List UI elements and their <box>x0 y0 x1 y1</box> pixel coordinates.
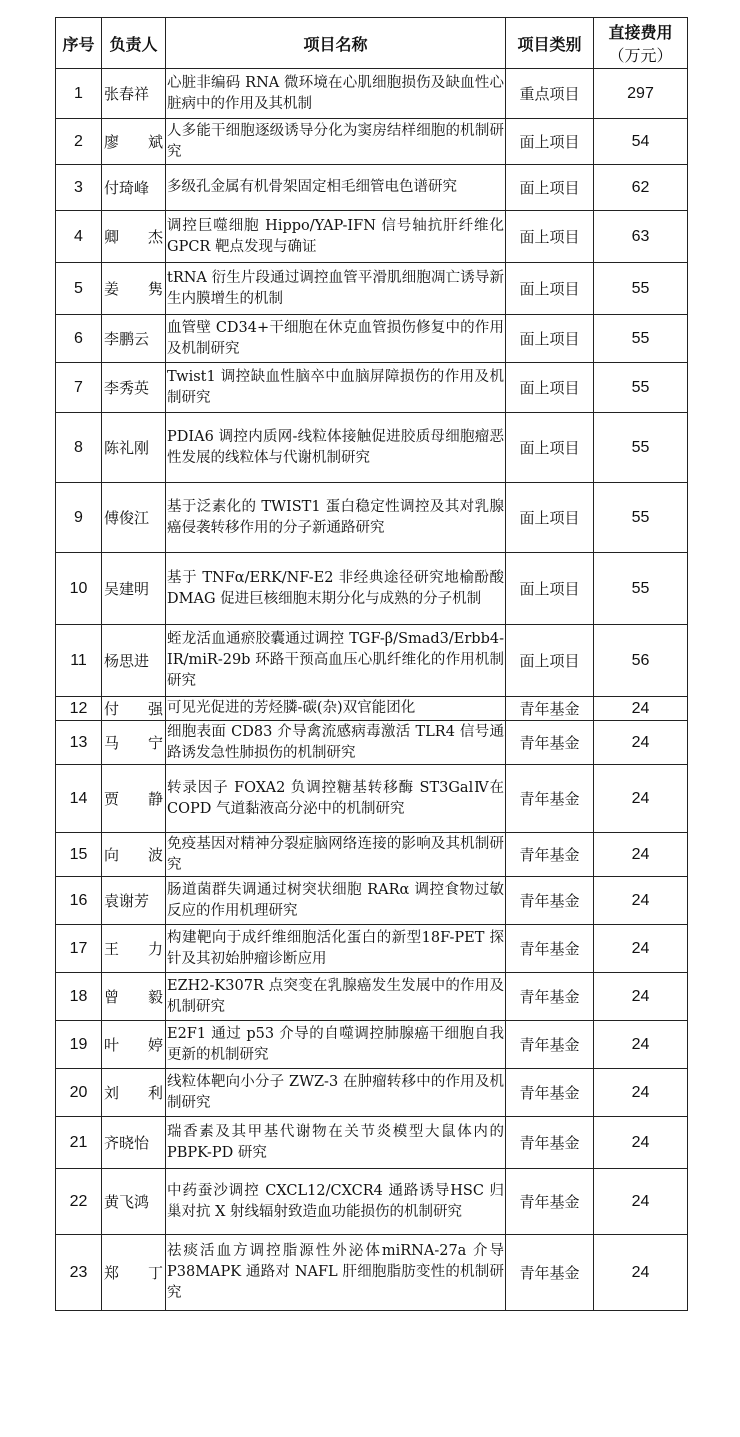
cell-no: 10 <box>56 553 102 625</box>
cell-category: 面上项目 <box>506 413 594 483</box>
table-row <box>56 1169 688 1235</box>
table-row <box>56 1235 688 1311</box>
cell-cost: 297 <box>594 69 688 119</box>
cell-person: 齐晓怡 <box>102 1117 166 1169</box>
cell-category: 重点项目 <box>506 69 594 119</box>
cell-title: 血管壁 CD34+干细胞在休克血管损伤修复中的作用及机制研究 <box>166 315 506 363</box>
cell-cost: 55 <box>594 413 688 483</box>
cell-person: 贾 静 <box>102 765 166 833</box>
cell-category: 面上项目 <box>506 263 594 315</box>
cell-person: 吴建明 <box>102 553 166 625</box>
cell-category: 面上项目 <box>506 119 594 165</box>
header-title: 项目名称 <box>166 18 506 69</box>
cell-title: Twist1 调控缺血性脑卒中血脑屏障损伤的作用及机制研究 <box>166 363 506 413</box>
projects-table <box>55 17 688 1311</box>
table-row <box>56 973 688 1021</box>
cell-title: 瑞香素及其甲基代谢物在关节炎模型大鼠体内的 PBPK-PD 研究 <box>166 1117 506 1169</box>
cell-category: 青年基金 <box>506 765 594 833</box>
cell-cost: 55 <box>594 315 688 363</box>
table-row <box>56 119 688 165</box>
cell-category: 青年基金 <box>506 925 594 973</box>
cell-title: 构建靶向于成纤维细胞活化蛋白的新型18F-PET 探针及其初始肿瘤诊断应用 <box>166 925 506 973</box>
cell-person: 张春祥 <box>102 69 166 119</box>
cell-category: 面上项目 <box>506 553 594 625</box>
cell-title: 基于 TNFα/ERK/NF-E2 非经典途径研究地榆酚酸 DMAG 促进巨核细胞末期分化与成熟的分子机制 <box>166 553 506 625</box>
table-row <box>56 483 688 553</box>
cell-person: 曾 毅 <box>102 973 166 1021</box>
cell-person: 郑 丁 <box>102 1235 166 1311</box>
cell-person: 杨思进 <box>102 625 166 697</box>
cell-person: 马 宁 <box>102 721 166 765</box>
cell-no: 11 <box>56 625 102 697</box>
cell-no: 6 <box>56 315 102 363</box>
cell-title: E2F1 通过 p53 介导的自噬调控肺腺癌干细胞自我更新的机制研究 <box>166 1021 506 1069</box>
cell-cost: 24 <box>594 877 688 925</box>
cell-title: tRNA 衍生片段通过调控血管平滑肌细胞凋亡诱导新生内膜增生的机制 <box>166 263 506 315</box>
cell-cost: 54 <box>594 119 688 165</box>
cell-title: 转录因子 FOXA2 负调控糖基转移酶 ST3GalⅣ在 COPD 气道黏液高分泌中的机制研究 <box>166 765 506 833</box>
cell-person: 卿 杰 <box>102 211 166 263</box>
cell-cost: 24 <box>594 925 688 973</box>
cell-no: 8 <box>56 413 102 483</box>
table-row <box>56 925 688 973</box>
cell-category: 青年基金 <box>506 697 594 721</box>
table-body <box>56 69 688 1311</box>
cell-person: 陈礼刚 <box>102 413 166 483</box>
table-row <box>56 877 688 925</box>
cell-cost: 55 <box>594 363 688 413</box>
cell-cost: 24 <box>594 1169 688 1235</box>
cell-no: 3 <box>56 165 102 211</box>
cell-cost: 56 <box>594 625 688 697</box>
cell-title: PDIA6 调控内质网-线粒体接触促进胶质母细胞瘤恶性发展的线粒体与代谢机制研究 <box>166 413 506 483</box>
cell-title: 蛭龙活血通瘀胶囊通过调控 TGF-β/Smad3/Erbb4-IR/miR-29b 环路干预高血压心肌纤维化的作用机制研究 <box>166 625 506 697</box>
cell-no: 13 <box>56 721 102 765</box>
table-row <box>56 553 688 625</box>
cell-category: 青年基金 <box>506 1069 594 1117</box>
cell-person: 王 力 <box>102 925 166 973</box>
cell-cost: 55 <box>594 263 688 315</box>
cell-no: 9 <box>56 483 102 553</box>
cell-title: 可见光促进的芳烃膦-碳(杂)双官能团化 <box>166 697 506 721</box>
cell-no: 22 <box>56 1169 102 1235</box>
cell-category: 青年基金 <box>506 1117 594 1169</box>
cell-person: 傅俊江 <box>102 483 166 553</box>
cell-person: 李秀英 <box>102 363 166 413</box>
cell-person: 袁谢芳 <box>102 877 166 925</box>
header-no: 序号 <box>56 18 102 69</box>
table-row <box>56 721 688 765</box>
table-row <box>56 697 688 721</box>
cell-title: 人多能干细胞逐级诱导分化为窦房结样细胞的机制研究 <box>166 119 506 165</box>
cell-cost: 24 <box>594 765 688 833</box>
cell-title: 肠道菌群失调通过树突状细胞 RARα 调控食物过敏反应的作用机理研究 <box>166 877 506 925</box>
cell-title: 基于泛素化的 TWIST1 蛋白稳定性调控及其对乳腺癌侵袭转移作用的分子新通路研究 <box>166 483 506 553</box>
cell-title: 中药蚕沙调控 CXCL12/CXCR4 通路诱导HSC 归巢对抗 X 射线辐射致造血功能损伤的机制研究 <box>166 1169 506 1235</box>
cell-no: 5 <box>56 263 102 315</box>
cell-person: 付 强 <box>102 697 166 721</box>
cell-cost: 24 <box>594 1235 688 1311</box>
table-row <box>56 625 688 697</box>
header-cost-label: 直接费用 <box>608 23 673 42</box>
cell-title: 线粒体靶向小分子 ZWZ-3 在肿瘤转移中的作用及机制研究 <box>166 1069 506 1117</box>
cell-title: 心脏非编码 RNA 微环境在心肌细胞损伤及缺血性心脏病中的作用及其机制 <box>166 69 506 119</box>
cell-category: 青年基金 <box>506 1021 594 1069</box>
cell-cost: 24 <box>594 1117 688 1169</box>
header-cost <box>594 18 688 69</box>
cell-cost: 24 <box>594 833 688 877</box>
table-row <box>56 363 688 413</box>
cell-person: 向 波 <box>102 833 166 877</box>
cell-cost: 63 <box>594 211 688 263</box>
cell-category: 面上项目 <box>506 363 594 413</box>
cell-title: 多级孔金属有机骨架固定相毛细管电色谱研究 <box>166 165 506 211</box>
header-person: 负责人 <box>102 18 166 69</box>
table-row <box>56 1117 688 1169</box>
cell-title: 调控巨噬细胞 Hippo/YAP-IFN 信号轴抗肝纤维化 GPCR 靶点发现与确证 <box>166 211 506 263</box>
cell-cost: 24 <box>594 1069 688 1117</box>
header-cost-unit: （万元） <box>608 46 673 65</box>
cell-title: 免疫基因对精神分裂症脑网络连接的影响及其机制研究 <box>166 833 506 877</box>
cell-no: 2 <box>56 119 102 165</box>
cell-cost: 62 <box>594 165 688 211</box>
cell-person: 姜 隽 <box>102 263 166 315</box>
cell-no: 4 <box>56 211 102 263</box>
table-row <box>56 765 688 833</box>
table-row <box>56 833 688 877</box>
cell-category: 青年基金 <box>506 1235 594 1311</box>
cell-no: 16 <box>56 877 102 925</box>
cell-person: 刘 利 <box>102 1069 166 1117</box>
cell-cost: 24 <box>594 721 688 765</box>
cell-category: 青年基金 <box>506 877 594 925</box>
cell-no: 18 <box>56 973 102 1021</box>
cell-title: 细胞表面 CD83 介导禽流感病毒激活 TLR4 信号通路诱发急性肺损伤的机制研究 <box>166 721 506 765</box>
header-category: 项目类别 <box>506 18 594 69</box>
cell-person: 廖 斌 <box>102 119 166 165</box>
table-row <box>56 263 688 315</box>
cell-no: 17 <box>56 925 102 973</box>
cell-category: 面上项目 <box>506 211 594 263</box>
cell-person: 黄飞鸿 <box>102 1169 166 1235</box>
cell-person: 叶 婷 <box>102 1021 166 1069</box>
cell-cost: 24 <box>594 1021 688 1069</box>
cell-no: 20 <box>56 1069 102 1117</box>
cell-category: 青年基金 <box>506 973 594 1021</box>
cell-category: 面上项目 <box>506 165 594 211</box>
cell-title: EZH2-K307R 点突变在乳腺癌发生发展中的作用及机制研究 <box>166 973 506 1021</box>
cell-category: 面上项目 <box>506 625 594 697</box>
cell-cost: 24 <box>594 697 688 721</box>
cell-title: 祛痰活血方调控脂源性外泌体miRNA-27a 介导 P38MAPK 通路对 NAFL 肝细胞脂肪变性的机制研究 <box>166 1235 506 1311</box>
cell-category: 面上项目 <box>506 483 594 553</box>
cell-no: 14 <box>56 765 102 833</box>
cell-no: 21 <box>56 1117 102 1169</box>
cell-no: 12 <box>56 697 102 721</box>
header-row <box>56 18 688 69</box>
table-row <box>56 165 688 211</box>
cell-no: 19 <box>56 1021 102 1069</box>
table-row <box>56 1069 688 1117</box>
cell-no: 1 <box>56 69 102 119</box>
table-row <box>56 69 688 119</box>
cell-person: 李鹏云 <box>102 315 166 363</box>
cell-person: 付琦峰 <box>102 165 166 211</box>
cell-no: 15 <box>56 833 102 877</box>
cell-no: 23 <box>56 1235 102 1311</box>
table-row <box>56 413 688 483</box>
cell-category: 青年基金 <box>506 833 594 877</box>
table-row <box>56 1021 688 1069</box>
table-row <box>56 315 688 363</box>
cell-cost: 24 <box>594 973 688 1021</box>
cell-no: 7 <box>56 363 102 413</box>
table-row <box>56 211 688 263</box>
cell-category: 面上项目 <box>506 315 594 363</box>
cell-category: 青年基金 <box>506 1169 594 1235</box>
cell-cost: 55 <box>594 553 688 625</box>
cell-category: 青年基金 <box>506 721 594 765</box>
cell-cost: 55 <box>594 483 688 553</box>
